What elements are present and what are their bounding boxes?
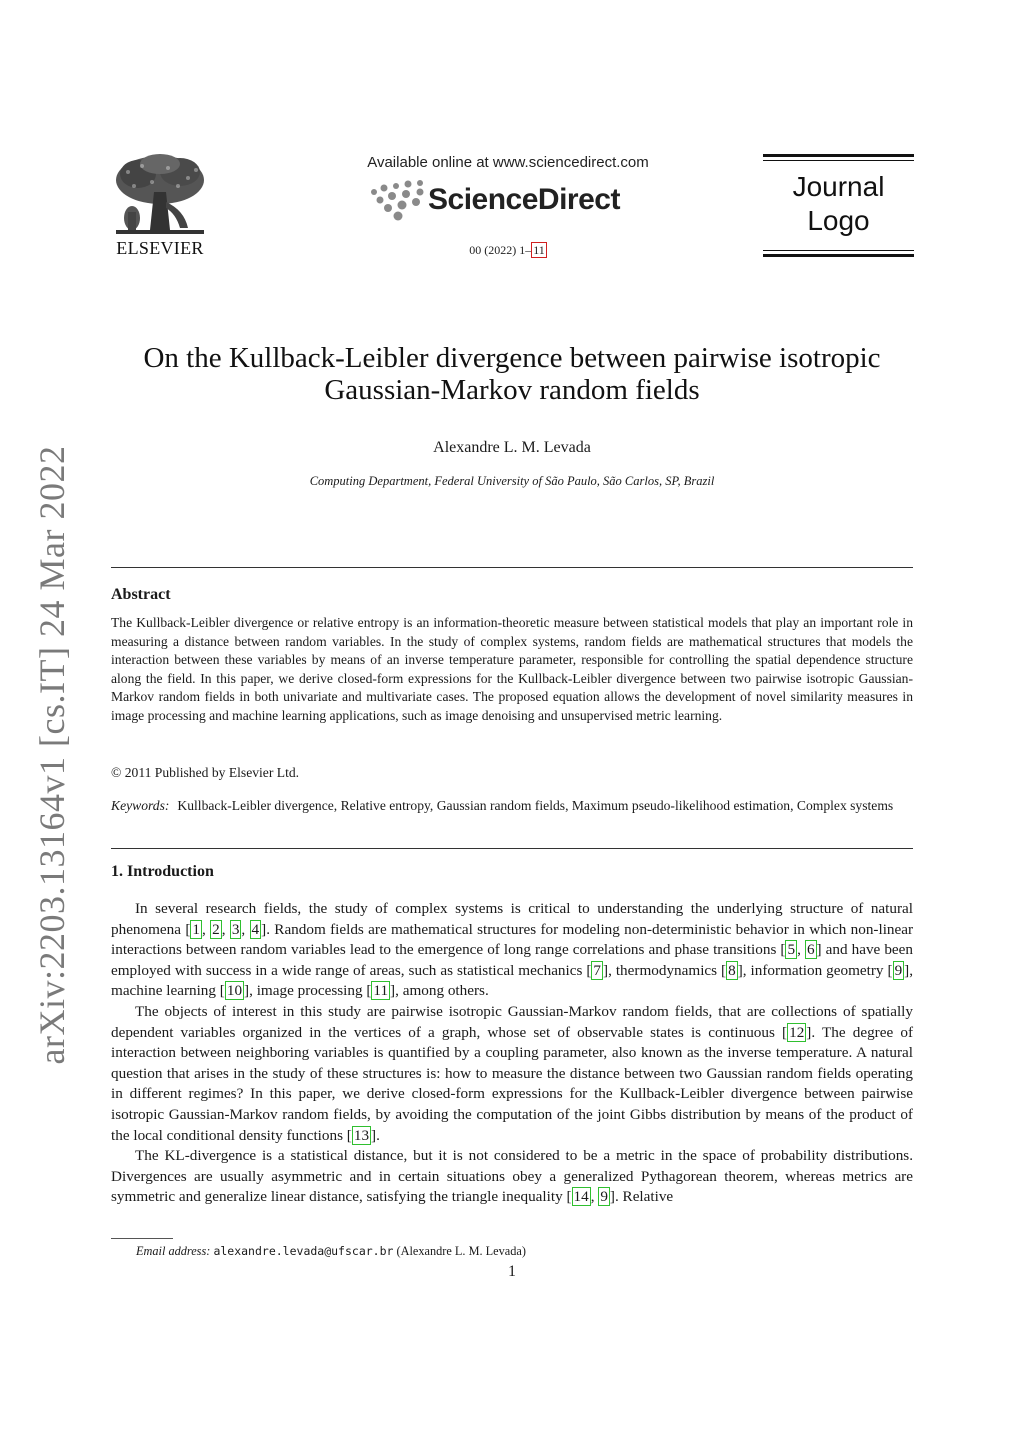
text-run: , bbox=[590, 1188, 599, 1206]
section-heading-introduction: 1. Introduction bbox=[111, 863, 214, 880]
citation-link[interactable]: 7 bbox=[593, 961, 602, 979]
keywords-label: Keywords: bbox=[111, 798, 170, 813]
available-online-text: Available online at www.sciencedirect.com bbox=[367, 154, 649, 171]
text-run: ]. Relative bbox=[609, 1188, 674, 1206]
text-run: The objects of interest in this study are pairwise isotropic Gaussian-Markov random fields, that are collections of spatially dependent variables organized in the vertices of a graph, whose set of observable states is continuous [ bbox=[111, 1002, 913, 1041]
abstract-text: The Kullback-Leibler divergence or relative entropy is an information-theoretic measure between statistical models that play an important role in measuring a distance between random variables. In the study of complex systems, random fields are mathematical structures that models the interaction between these variables by means of an inverse temperature parameter, responsible for controlling the spatial dependence structure along the field. In this paper, we derive closed-form expressions for the Kullback-Leibler divergence between two pairwise isotropic Gaussian-Markov random fields in both univariate and multivariate cases. The proposed equation allows the development of novel similarity measures in image processing and machine learning applications, such as image denoising and unsupervised metric learning. bbox=[111, 615, 913, 723]
abstract-heading: Abstract bbox=[111, 586, 171, 603]
text-run: ], thermodynamics [ bbox=[603, 961, 727, 979]
citation-link[interactable]: 12 bbox=[789, 1023, 805, 1041]
author: Alexandre L. M. Levada bbox=[433, 439, 591, 456]
footnote-label: Email address: bbox=[136, 1244, 211, 1258]
footnote-rule bbox=[111, 1238, 173, 1239]
footnote-author: (Alexandre L. M. Levada) bbox=[396, 1244, 526, 1258]
citation-link[interactable]: 10 bbox=[226, 982, 243, 1000]
text-run: , bbox=[221, 920, 230, 938]
journal-logo-rule-bottom bbox=[763, 254, 914, 257]
citation-link[interactable]: 1 bbox=[192, 920, 200, 938]
citation-link[interactable]: 13 bbox=[353, 1126, 370, 1144]
footnote bbox=[136, 1244, 526, 1259]
arxiv-identifier: arXiv:2203.13164v1 [cs.IT] 24 Mar 2022 bbox=[32, 445, 72, 1065]
title-line-2: Gaussian-Markov random fields bbox=[324, 374, 700, 406]
text-run: ], machine learning [ bbox=[111, 961, 914, 1000]
text-run: ], image processing [ bbox=[244, 982, 372, 1000]
title-line-1: On the Kullback-Leibler divergence between pairwise isotropic bbox=[143, 342, 881, 374]
journal-logo-line2: Logo bbox=[807, 205, 870, 236]
elsevier-wordmark: ELSEVIER bbox=[116, 238, 204, 258]
text-run: ]. bbox=[371, 1126, 380, 1144]
text-run: ], information geometry [ bbox=[737, 961, 893, 979]
citation-link[interactable]: 3 bbox=[231, 920, 240, 938]
paper-title bbox=[112, 342, 912, 406]
citation-link[interactable]: 4 bbox=[251, 920, 260, 938]
text-run: , bbox=[201, 920, 211, 938]
keywords bbox=[111, 796, 913, 815]
copyright-notice: © 2011 Published by Elsevier Ltd. bbox=[111, 765, 300, 780]
citation-link[interactable]: 2 bbox=[212, 920, 220, 938]
page-count-link[interactable]: 11 bbox=[533, 243, 545, 257]
text-run: The KL-divergence is a statistical distance, but it is not considered to be a metric in the space of probability distributions. Divergences are usually asymmetric and in certain situations obey a generalized Pythagorean theorem, whereas metrics are symmetric and generalize linear distance, satisfying the triangle inequality [ bbox=[111, 1147, 913, 1206]
citation-link[interactable]: 9 bbox=[894, 961, 903, 979]
introduction-body bbox=[111, 899, 913, 1208]
author-email[interactable]: alexandre.levada@ufscar.br bbox=[213, 1244, 394, 1258]
text-run: ]. The degree of interaction between neighboring variables is quantified by a coupling parameter, also known as the inverse temperature. A natural question that arises in the study of these structures is: how to measure the distance between two Gaussian random fields operating in different regimes? In this paper, we derive closed-form expressions for the Kullback-Leibler divergence between pairwise isotropic Gaussian-Markov random fields, by avoiding the computation of the joint Gibbs distribution by means of the product of the local conditional density functions [ bbox=[111, 1023, 914, 1144]
journal-logo bbox=[763, 170, 914, 238]
text-run: , bbox=[797, 941, 805, 959]
text-run: , bbox=[241, 920, 250, 938]
page-number: 1 bbox=[508, 1263, 516, 1280]
abstract-bottom-rule bbox=[111, 848, 913, 849]
journal-logo-rule-bottom-thin bbox=[763, 250, 914, 251]
sciencedirect-wordmark: ScienceDirect bbox=[428, 183, 620, 216]
text-run: ], among others. bbox=[390, 982, 489, 1000]
citation-link[interactable]: 14 bbox=[573, 1188, 589, 1206]
citation-link[interactable]: 9 bbox=[600, 1188, 608, 1206]
citation-link[interactable]: 5 bbox=[787, 941, 796, 959]
citation-link[interactable]: 8 bbox=[728, 961, 736, 979]
text-run: In several research fields, the study of complex systems is critical to understanding the underlying structure of natural phenomena [ bbox=[111, 900, 913, 938]
sciencedirect-dots-icon bbox=[366, 178, 430, 222]
citation-link[interactable]: 11 bbox=[373, 982, 389, 1000]
text-run: ]. Random fields are mathematical structures for modeling non-deterministic behavior in which non-linear interactions between random variables lead to the emergence of long range correlations and phase transitions [ bbox=[111, 920, 914, 959]
journal-logo-line1: Journal bbox=[792, 171, 885, 202]
journal-logo-rule-top-thin bbox=[763, 160, 914, 161]
abstract-top-rule bbox=[111, 567, 913, 568]
paragraph bbox=[111, 899, 913, 1002]
text-run: ] and have been employed with success in a wide range of areas, such as statistical mechanics [ bbox=[111, 941, 914, 979]
keywords-text: Kullback-Leibler divergence, Relative entropy, Gaussian random fields, Maximum pseudo-likelihood estimation, Complex systems bbox=[177, 798, 894, 813]
citation-link[interactable]: 6 bbox=[806, 941, 815, 959]
journal-reference bbox=[270, 243, 746, 258]
affiliation: Computing Department, Federal University of São Paulo, São Carlos, SP, Brazil bbox=[309, 474, 715, 488]
paragraph bbox=[111, 1002, 913, 1146]
paragraph bbox=[111, 1146, 913, 1208]
journal-logo-rule-top bbox=[763, 154, 914, 157]
journal-ref-prefix: 00 (2022) 1– bbox=[469, 243, 532, 257]
